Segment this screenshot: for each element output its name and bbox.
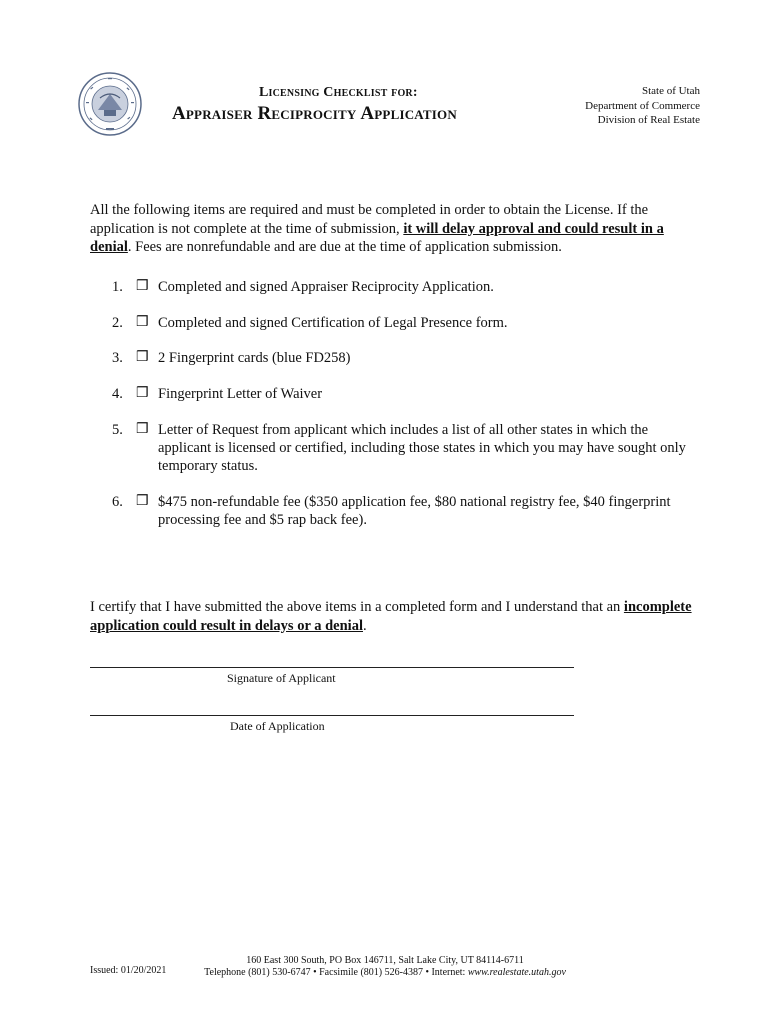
issued-date: Issued: 01/20/2021 xyxy=(90,965,167,976)
item-number: 3. xyxy=(112,350,123,366)
item-text: Letter of Request from applicant which includes a list of all other states in which the applicant is licensed or certified, including those states in which you may have sought only temporary status. xyxy=(158,422,686,474)
checkbox-icon[interactable]: ❒ xyxy=(136,279,149,294)
item-text: Completed and signed Certification of Legal Presence form. xyxy=(158,315,508,331)
checkbox-icon[interactable]: ❒ xyxy=(136,494,149,509)
intro-text-1: All the following items are required and must be completed in order to obtain the License. If the application is not complete at the time of submission, xyxy=(90,202,649,237)
item-text: Fingerprint Letter of Waiver xyxy=(158,386,323,402)
item-number: 6. xyxy=(112,494,123,510)
intro-paragraph xyxy=(90,201,700,257)
certification-paragraph xyxy=(90,598,700,635)
utah-state-seal-icon xyxy=(78,72,142,136)
footer-address xyxy=(195,955,575,979)
title-line-1: Licensing Checklist for: xyxy=(259,85,418,100)
date-label: Date of Application xyxy=(230,719,325,733)
website-link[interactable]: www.realestate.utah.gov xyxy=(467,967,566,978)
cert-text-1: I certify that I have submitted the above items in a completed form and I understand that an xyxy=(90,599,624,615)
date-line[interactable] xyxy=(90,715,574,716)
agency-block xyxy=(585,84,700,128)
address-line-1: 160 East 300 South, PO Box 146711, Salt Lake City, UT 84114-6711 xyxy=(246,955,524,966)
contact-text: Telephone (801) 530-6747 • Facsimile (801) 526-4387 • Internet: xyxy=(204,967,468,978)
cert-emphasis: incomplete application could result in delays or a denial xyxy=(90,599,692,634)
agency-department: Department of Commerce xyxy=(585,99,700,112)
checkbox-icon[interactable]: ❒ xyxy=(136,422,149,437)
item-text: $475 non-refundable fee ($350 application fee, $80 national registry fee, $40 fingerprint processing fee and $5 rap back fee). xyxy=(158,494,671,528)
checkbox-icon[interactable]: ❒ xyxy=(136,315,149,330)
page-title: Appraiser Reciprocity Application xyxy=(172,103,457,124)
checkbox-icon[interactable]: ❒ xyxy=(136,350,149,365)
item-number: 1. xyxy=(112,279,123,295)
checkbox-icon[interactable]: ❒ xyxy=(136,386,149,401)
signature-line[interactable] xyxy=(90,667,574,668)
intro-emphasis: it will delay approval and could result in a denial xyxy=(90,220,664,255)
item-text: 2 Fingerprint cards (blue FD258) xyxy=(158,350,351,366)
address-line-2 xyxy=(195,967,575,979)
item-number: 5. xyxy=(112,422,123,438)
agency-state: State of Utah xyxy=(641,85,700,97)
intro-text-2: . Fees are nonrefundable and are due at the time of application submission. xyxy=(127,239,562,255)
item-number: 4. xyxy=(112,386,123,402)
item-number: 2. xyxy=(112,315,123,331)
signature-label: Signature of Applicant xyxy=(227,671,336,685)
item-text: Completed and signed Appraiser Reciprocity Application. xyxy=(158,279,494,295)
agency-division: Division of Real Estate xyxy=(597,114,700,126)
cert-text-2: . xyxy=(363,617,367,634)
